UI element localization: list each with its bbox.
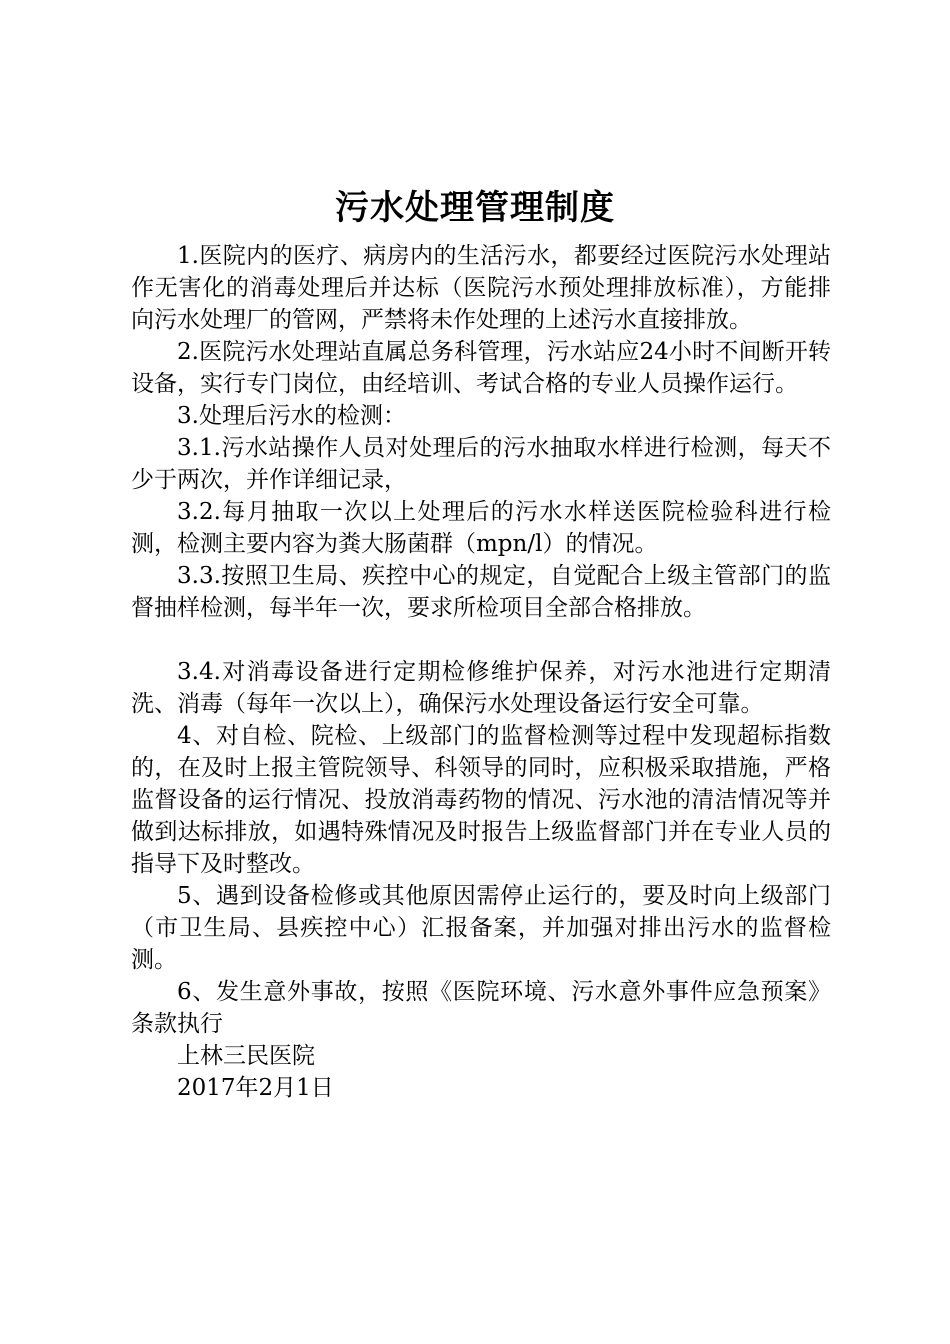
document-title: 污水处理管理制度 <box>335 188 615 228</box>
signature-organization: 上林三民医院 <box>177 1043 315 1069</box>
paragraph-1: 1.医院内的医疗、病房内的生活污水，都要经过医院污水处理站作无害化的消毒处理后并达标（医院污水预处理排放标准），方能排向污水处理厂的管网，严禁将未作处理的上述污水直接排放。 <box>131 243 831 333</box>
paragraph-5: 5、遇到设备检修或其他原因需停止运行的，要及时向上级部门（市卫生局、县疾控中心）汇报备案，并加强对排出污水的监督检测。 <box>131 883 831 973</box>
paragraph-3-1: 3.1.污水站操作人员对处理后的污水抽取水样进行检测，每天不少于两次，并作详细记录， <box>131 435 831 493</box>
paragraph-2: 2.医院污水处理站直属总务科管理，污水站应24小时不间断开转设备，实行专门岗位，由经培训、考试合格的专业人员操作运行。 <box>131 339 831 397</box>
paragraph-6: 6、发生意外事故，按照《医院环境、污水意外事件应急预案》条款执行 <box>131 979 831 1037</box>
paragraph-3: 3.处理后污水的检测： <box>177 403 406 429</box>
document-body <box>131 240 831 1104</box>
signature-date: 2017年2月1日 <box>177 1075 334 1101</box>
paragraph-3-2: 3.2.每月抽取一次以上处理后的污水水样送医院检验科进行检测，检测主要内容为粪大肠菌群（mpn/l）的情况。 <box>131 499 831 557</box>
paragraph-4: 4、对自检、院检、上级部门的监督检测等过程中发现超标指数的，在及时上报主管院领导、科领导的同时，应积极采取措施，严格监督设备的运行情况、投放消毒药物的情况、污水池的清洁情况等并做到达标排放，如遇特殊情况及时报告上级监督部门并在专业人员的指导下及时整改。 <box>131 723 831 877</box>
paragraph-3-3: 3.3.按照卫生局、疾控中心的规定，自觉配合上级主管部门的监督抽样检测，每半年一次，要求所检项目全部合格排放。 <box>131 563 831 621</box>
paragraph-3-4: 3.4.对消毒设备进行定期检修维护保养，对污水池进行定期清洗、消毒（每年一次以上），确保污水处理设备运行安全可靠。 <box>131 659 831 717</box>
